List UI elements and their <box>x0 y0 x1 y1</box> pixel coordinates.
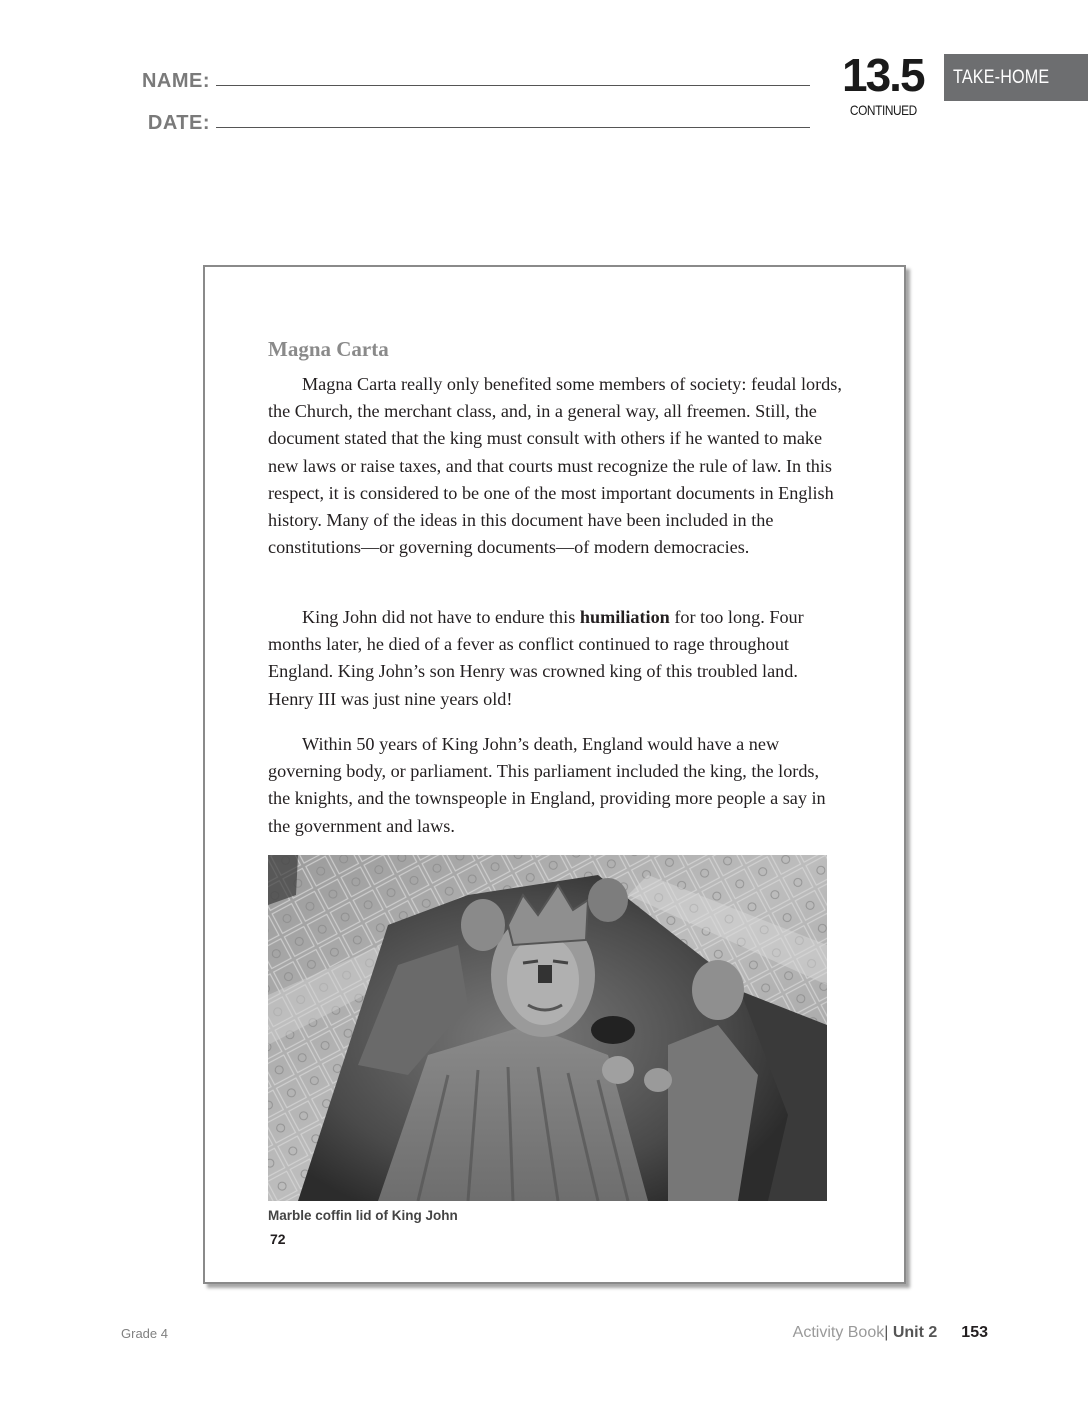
paragraph-1-text: Magna Carta really only benefited some members of society: feudal lords, the Church, the merchant class, and, in a general way, all freemen. Still, the document stated that the king must consult with others if he wanted to make new laws or raise taxes, and that courts must recognize the rule of law. In this respect, it is considered to be one of the most important documents in English history. Many of the ideas in this document have been included in the constitutions—or governing documents—of modern democracies. <box>268 374 842 558</box>
coffin-lid-photo <box>268 855 827 1201</box>
paragraph-2-lead: King John did not have to endure this <box>302 607 580 627</box>
name-label: NAME: <box>141 70 210 92</box>
section-title: Magna Carta <box>268 337 389 361</box>
name-line[interactable] <box>216 85 810 86</box>
reader-page-number: 72 <box>270 1231 286 1247</box>
photo-caption: Marble coffin lid of King John <box>268 1208 458 1223</box>
footer-separator: | <box>884 1324 889 1341</box>
footer-book-info <box>793 1324 988 1342</box>
paragraph-3 <box>268 731 843 840</box>
unit-label: Unit 2 <box>892 1324 938 1341</box>
page-number: 153 <box>961 1324 988 1341</box>
paragraph-2 <box>268 604 843 713</box>
activity-number: 13.5 <box>842 49 924 101</box>
take-home-tag-label: TAKE-HOME <box>953 67 1050 88</box>
grade-label: Grade 4 <box>121 1326 168 1341</box>
paragraph-1 <box>268 371 843 561</box>
paragraph-2-lead-end: for too long. <box>669 607 765 627</box>
paragraph-3-text: Within 50 years of King John’s death, England would have a new governing body, or parliament. This parliament included the king, the lords, the knights, and the townspeople in England, providing more people a say in the government and laws. <box>268 734 826 836</box>
continued-label: CONTINUED <box>849 102 917 118</box>
reader-page <box>203 265 906 1284</box>
take-home-tag <box>944 54 1088 101</box>
vocabulary-word: humiliation <box>579 607 670 627</box>
paragraph-2-text: Four months later, he died of a fever as conflict continued to rage throughout England. King John’s son Henry was crowned king of this troubled land. Henry III was just nine years old! <box>268 607 804 709</box>
date-label: DATE: <box>147 112 210 134</box>
date-line[interactable] <box>216 127 810 128</box>
book-title: Activity Book <box>792 1324 885 1341</box>
